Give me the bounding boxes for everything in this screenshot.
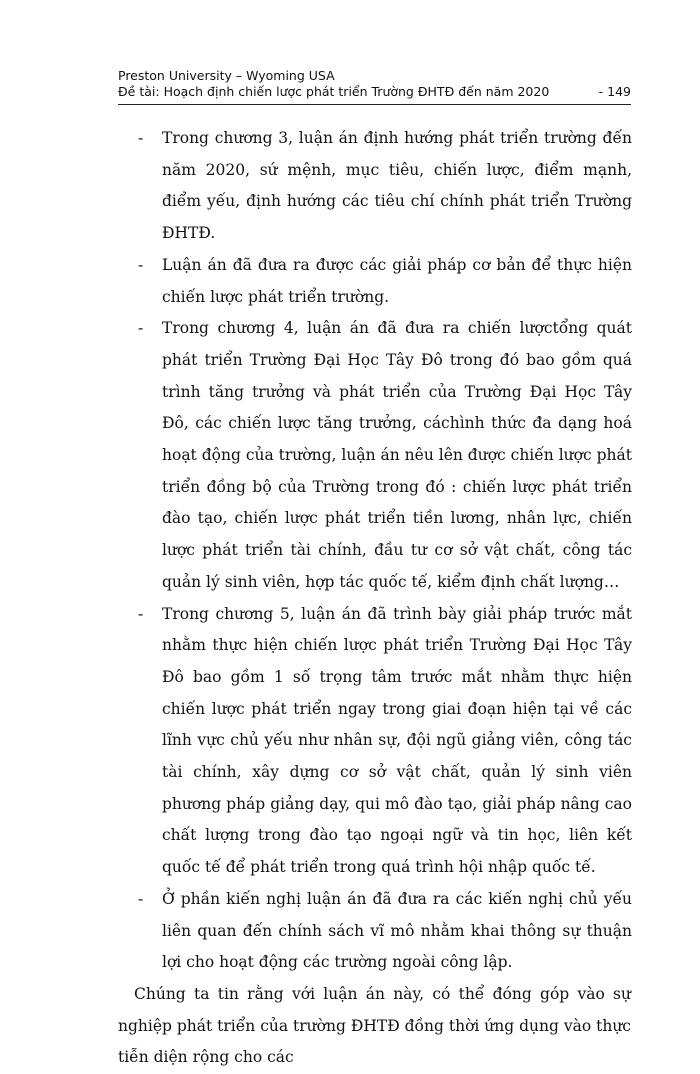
bullet-text: Luận án đã đưa ra được các giải pháp cơ bản để thực hiện chiến lược phát triển trường. — [162, 255, 632, 306]
header-topic-line — [118, 84, 631, 100]
bullet-text: Ở phần kiến nghị luận án đã đưa ra các kiến nghị chủ yếu liên quan đến chính sách vĩ mô nhằm khai thông sự thuận lợi cho hoạt động các trường ngoài công lập. — [162, 889, 632, 972]
bullet-item — [0, 123, 700, 250]
page-header — [118, 68, 631, 100]
header-university: Preston University – Wyoming USA — [118, 68, 335, 83]
bullet-text: Trong chương 5, luận án đã trình bày giải pháp trước mắt nhằm thực hiện chiến lược phát triển Trường Đại Học Tây Đô bao gồm 1 số trọng tâm trước mắt nhằm thực hiện chiến lược phát triển ngay trong giai đoạn hiện tại về các lĩnh vực chủ yếu như nhân sự, đội ngũ giảng viên, công tác tài chính, xây dựng cơ sở vật chất, quản lý sinh viên phương pháp giảng dạy, qui mô đào tạo, giải pháp nâng cao chất lượng trong đào tạo ngoại ngữ và tin học, liên kết quốc tế để phát triển trong quá trình hội nhập quốc tế. — [162, 604, 632, 877]
bullet-item — [0, 599, 700, 884]
bullet-dash: - — [138, 255, 144, 274]
bullet-dash: - — [138, 319, 144, 338]
closing-paragraph: Chúng ta tin rằng với luận án này, có thể đóng góp vào sự nghiệp phát triển của trường ĐHTĐ đồng thời ứng dụng vào thực tiễn diện rộng cho các — [118, 984, 631, 1067]
bullet-dash: - — [138, 889, 144, 908]
document-body — [0, 123, 700, 1074]
header-rule — [118, 104, 631, 105]
bullet-dash: - — [138, 129, 144, 147]
bullet-text: Trong chương 3, luận án định hướng phát triển trường đến năm 2020, sứ mệnh, mục tiêu, chiến lược, điểm mạnh, điểm yếu, định hướng các tiêu chí chính phát triển Trường ĐHTĐ. — [162, 129, 632, 243]
bullet-item — [0, 250, 700, 313]
bullet-item — [0, 313, 700, 598]
bullet-text: Trong chương 4, luận án đã đưa ra chiến lượctổng quát phát triển Trường Đại Học Tây Đô trong đó bao gồm quá trình tăng trưởng và phát triển của Trường Đại Học Tây Đô, các chiến lược tăng trưởng, cáchình thức đa dạng hoá hoạt động của trường, luận án nêu lên được chiến lược phát triển đồng bộ của Trường trong đó : chiến lược phát triển đào tạo, chiến lược phát triển tiền lương, nhân lực, chiến lược phát triển tài chính, đầu tư cơ sở vật chất, công tác quản lý sinh viên, hợp tác quốc tế, kiểm định chất lượng… — [162, 319, 632, 591]
bullet-item — [0, 884, 700, 979]
page-number: - 149 — [598, 84, 631, 99]
bullet-dash: - — [138, 604, 144, 623]
header-topic: Đề tài: Hoạch định chiến lược phát triển Trường ĐHTĐ đến năm 2020 — [118, 84, 550, 99]
